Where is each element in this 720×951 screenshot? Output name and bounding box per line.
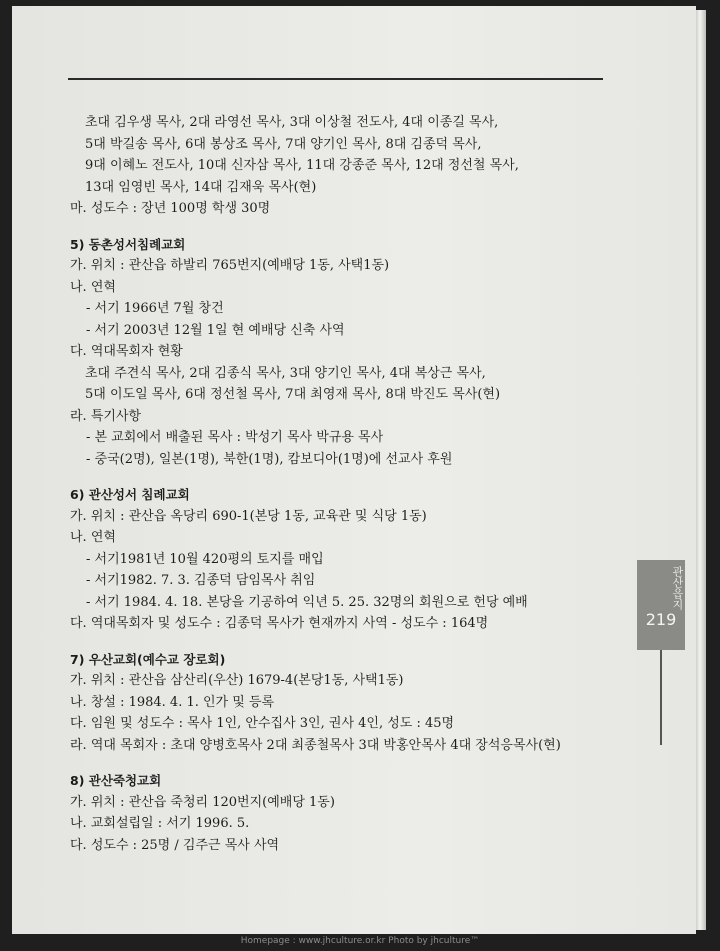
notes-item: - 중국(2명), 일본(1명), 북한(1명), 캄보디아(1명)에 선교사 후원 (86, 451, 453, 467)
chapter-tab (637, 560, 685, 650)
history-item: - 서기1981년 10월 420평의 토지를 매입 (86, 551, 324, 567)
history-item: - 서기 1984. 4. 18. 본당을 기공하여 익년 5. 25. 32명의 회원으로 헌당 예배 (86, 594, 528, 610)
page-number: 219 (645, 610, 677, 629)
section-7 (70, 649, 630, 757)
section-6 (70, 484, 630, 635)
location-line: 가. 위치 : 관산읍 죽청리 120번지(예배당 1동) (70, 794, 335, 810)
header-rule (68, 78, 603, 80)
photo-credit: Homepage : www.jhculture.or.kr Photo by jhculture™ (240, 936, 480, 946)
history-label: 나. 연혁 (70, 279, 116, 295)
section-5 (70, 234, 630, 471)
chapter-title: 관산읍지 (671, 566, 684, 610)
pastors-line: 라. 역대 목회자 : 초대 양병호목사 2대 최종철목사 3대 박홍안목사 4대 장석응목사(현) (70, 737, 561, 753)
member-count: 마. 성도수 : 장년 100명 학생 30명 (70, 201, 271, 216)
section-heading: 8) 관산죽청교회 (70, 773, 162, 788)
location-line: 가. 위치 : 관산읍 옥당리 690-1(본당 1동, 교육관 및 식당 1동) (70, 508, 427, 524)
pastors-label: 다. 역대목회자 현황 (70, 344, 183, 359)
pastor-list-line: 9대 이혜노 전도사, 10대 신자삼 목사, 11대 강종준 목사, 12대 정선철 목사, (85, 158, 519, 173)
location-line: 가. 위치 : 관산읍 삼산리(우산) 1679-4(본당1동, 사택1동) (70, 673, 404, 688)
section-8 (70, 770, 630, 856)
section-heading: 6) 관산성서 침례교회 (70, 487, 190, 502)
notes-label: 라. 특기사항 (70, 408, 142, 424)
pastor-list-line: 5대 이도일 목사, 6대 정선철 목사, 7대 최영재 목사, 8대 박진도 목사(현) (85, 387, 501, 402)
page-edge (696, 10, 706, 930)
pastor-list-line: 5대 박길송 목사, 6대 봉상조 목사, 7대 양기인 목사, 8대 김종덕 목사, (85, 136, 482, 152)
history-item: - 서기 1966년 7월 창건 (86, 301, 224, 316)
notes-item: - 본 교회에서 배출된 목사 : 박성기 목사 박규용 목사 (86, 430, 384, 445)
member-count: 다. 성도수 : 25명 / 김주근 목사 사역 (70, 837, 280, 853)
history-item: - 서기 2003년 12월 1일 현 예배당 신축 사역 (86, 322, 345, 338)
location-line: 가. 위치 : 관산읍 하발리 765번지(예배당 1동, 사택1동) (70, 258, 390, 273)
section-4-continued (70, 112, 630, 220)
history-label: 나. 연혁 (70, 530, 116, 545)
founded-line: 나. 교회설립일 : 서기 1996. 5. (70, 816, 250, 831)
page-body (70, 112, 630, 856)
pastors-line: 다. 역대목회자 및 성도수 : 김종덕 목사가 현재까지 사역 - 성도수 : 164명 (70, 616, 489, 631)
pastor-list-line: 초대 김우생 목사, 2대 라영선 목사, 3대 이상철 전도사, 4대 이종길 목사, (85, 115, 499, 130)
staff-line: 다. 임원 및 성도수 : 목사 1인, 안수집사 3인, 권사 4인, 성도 : 45명 (70, 716, 455, 731)
history-item: - 서기1982. 7. 3. 김종덕 담임목사 취임 (86, 573, 316, 588)
pastor-list-line: 초대 주견식 목사, 2대 김종식 목사, 3대 양기인 목사, 4대 복상근 목사, (85, 365, 486, 381)
pastor-list-line: 13대 임영빈 목사, 14대 김재욱 목사(현) (85, 179, 317, 195)
section-heading: 7) 우산교회(예수교 장로회) (70, 651, 226, 667)
founded-line: 나. 창설 : 1984. 4. 1. 인가 및 등록 (70, 694, 275, 710)
section-heading: 5) 동촌성서침례교회 (70, 236, 186, 252)
chapter-tab-rule (660, 650, 662, 745)
